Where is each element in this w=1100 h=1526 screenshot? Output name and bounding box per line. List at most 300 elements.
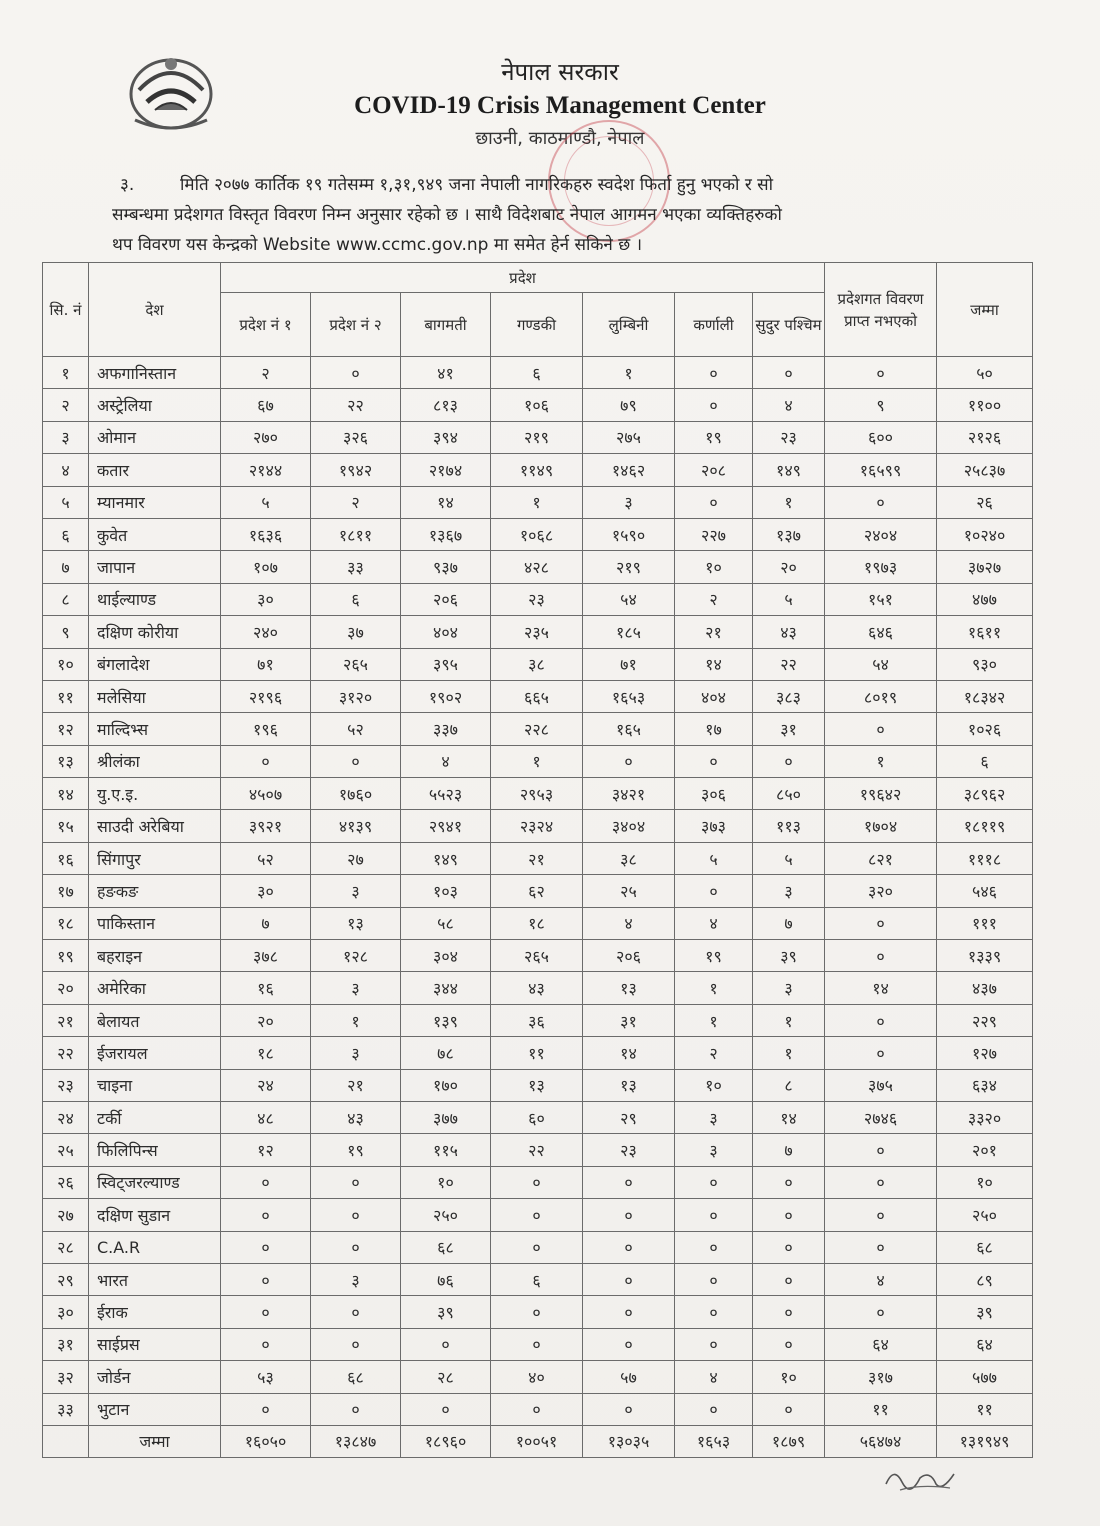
cell-country: श्रीलंका — [89, 745, 221, 777]
cell-not-received: ० — [825, 357, 937, 389]
cell-karnali: २१ — [675, 616, 753, 648]
cell-total: ६ — [937, 745, 1033, 777]
cell-bagmati: ६८ — [401, 1231, 491, 1263]
cell-country: अफगानिस्तान — [89, 357, 221, 389]
cell-province-1: २० — [221, 1004, 311, 1036]
cell-bagmati: २५० — [401, 1199, 491, 1231]
cell-karnali: ० — [675, 1199, 753, 1231]
table-row — [43, 518, 1033, 550]
cell-province-1: ३० — [221, 875, 311, 907]
cell-province-2: ० — [311, 745, 401, 777]
table-row — [43, 1328, 1033, 1360]
cell-bagmati: ४०४ — [401, 616, 491, 648]
cell-gandaki: १०६८ — [491, 518, 583, 550]
cell-total: ६८ — [937, 1231, 1033, 1263]
table-row — [43, 972, 1033, 1004]
cell-bagmati: ११५ — [401, 1134, 491, 1166]
cell-karnali: ३ — [675, 1134, 753, 1166]
cell-lumbini: १५९० — [583, 518, 675, 550]
cell-total: १३३९ — [937, 940, 1033, 972]
cell-sudurpashchim: १३७ — [753, 518, 825, 550]
table-row — [43, 1037, 1033, 1069]
cell-province-1: ० — [221, 1263, 311, 1295]
cell-karnali: १ — [675, 972, 753, 1004]
cell-sn: १३ — [43, 745, 89, 777]
cell-total: २६ — [937, 486, 1033, 518]
cell-sn: १८ — [43, 907, 89, 939]
cell-province-2: ४१३९ — [311, 810, 401, 842]
cell-province-2: २२ — [311, 389, 401, 421]
cell-total: २५८३७ — [937, 454, 1033, 486]
cell-bagmati: १७० — [401, 1069, 491, 1101]
cell-gandaki: २६५ — [491, 940, 583, 972]
total-cell-gandaki: १००५१ — [491, 1425, 583, 1457]
cell-gandaki: ६ — [491, 1263, 583, 1295]
cell-total: २०१ — [937, 1134, 1033, 1166]
cell-lumbini: १३ — [583, 1069, 675, 1101]
cell-not-received: ९ — [825, 389, 937, 421]
cell-not-received: ० — [825, 1004, 937, 1036]
cell-gandaki: ११४९ — [491, 454, 583, 486]
header-sn: सि. नं — [43, 263, 89, 357]
cell-sn: २४ — [43, 1101, 89, 1133]
total-cell-province-2: १३८४७ — [311, 1425, 401, 1457]
cell-total: १११ — [937, 907, 1033, 939]
cell-lumbini: ० — [583, 1393, 675, 1425]
cell-province-2: ३ — [311, 1037, 401, 1069]
cell-province-1: १८ — [221, 1037, 311, 1069]
cell-karnali: ० — [675, 1231, 753, 1263]
cell-bagmati: १०३ — [401, 875, 491, 907]
cell-not-received: ८०१९ — [825, 680, 937, 712]
cell-sn: २६ — [43, 1166, 89, 1198]
cell-karnali: ० — [675, 1393, 753, 1425]
cell-province-2: ६८ — [311, 1361, 401, 1393]
cell-lumbini: ० — [583, 1296, 675, 1328]
cell-total: ३८९६२ — [937, 778, 1033, 810]
table-row — [43, 389, 1033, 421]
cell-province-2: १ — [311, 1004, 401, 1036]
cell-province-2: २ — [311, 486, 401, 518]
total-cell-total: १३१९४९ — [937, 1425, 1033, 1457]
cell-province-1: २१९६ — [221, 680, 311, 712]
cell-sudurpashchim: ० — [753, 745, 825, 777]
cell-lumbini: ३८ — [583, 842, 675, 874]
cell-country: माल्दिभ्स — [89, 713, 221, 745]
cell-sudurpashchim: ० — [753, 357, 825, 389]
cell-bagmati: २९४१ — [401, 810, 491, 842]
table-row — [43, 842, 1033, 874]
cell-lumbini: ७९ — [583, 389, 675, 421]
cell-province-1: २१४४ — [221, 454, 311, 486]
cell-country: साईप्रस — [89, 1328, 221, 1360]
cell-total: ८९ — [937, 1263, 1033, 1295]
cell-sn: १२ — [43, 713, 89, 745]
cell-karnali: ० — [675, 1296, 753, 1328]
header-province-2: प्रदेश नं २ — [311, 293, 401, 357]
cell-sudurpashchim: २२ — [753, 648, 825, 680]
cell-country: जोर्डन — [89, 1361, 221, 1393]
returnees-table — [42, 262, 1033, 1458]
header-not-received: प्रदेशगत विवरण प्राप्त नभएको — [825, 263, 937, 357]
cell-province-2: ३१२० — [311, 680, 401, 712]
cell-country: जापान — [89, 551, 221, 583]
cell-bagmati: २८ — [401, 1361, 491, 1393]
cell-province-2: ३ — [311, 1263, 401, 1295]
cell-country: बेलायत — [89, 1004, 221, 1036]
cell-sudurpashchim: ० — [753, 1199, 825, 1231]
cell-sn: १ — [43, 357, 89, 389]
cell-total: ५७७ — [937, 1361, 1033, 1393]
cell-gandaki: १ — [491, 486, 583, 518]
table-row — [43, 1263, 1033, 1295]
cell-province-1: ७ — [221, 907, 311, 939]
cell-not-received: ० — [825, 713, 937, 745]
cell-gandaki: ६ — [491, 357, 583, 389]
cell-total: १६११ — [937, 616, 1033, 648]
table-row — [43, 1199, 1033, 1231]
cell-bagmati: ७६ — [401, 1263, 491, 1295]
cell-gandaki: ६० — [491, 1101, 583, 1133]
cell-country: ईराक — [89, 1296, 221, 1328]
cell-not-received: ३७५ — [825, 1069, 937, 1101]
total-label: जम्मा — [89, 1425, 221, 1457]
cell-not-received: ० — [825, 907, 937, 939]
notice-text-1: मिति २०७७ कार्तिक १९ गतेसम्म १,३१,९४९ जना नेपाली नागरिकहरु स्वदेश फिर्ता हुनु भएको र सो — [180, 175, 774, 195]
cell-sn: २९ — [43, 1263, 89, 1295]
cell-karnali: १७ — [675, 713, 753, 745]
cell-province-2: १९४२ — [311, 454, 401, 486]
cell-gandaki: २३ — [491, 583, 583, 615]
cell-lumbini: २१९ — [583, 551, 675, 583]
cell-karnali: ० — [675, 1166, 753, 1198]
cell-gandaki: ० — [491, 1296, 583, 1328]
cell-bagmati: ३७७ — [401, 1101, 491, 1133]
cell-lumbini: २७५ — [583, 421, 675, 453]
cell-lumbini: ५४ — [583, 583, 675, 615]
cell-sn: ३३ — [43, 1393, 89, 1425]
cell-gandaki: १ — [491, 745, 583, 777]
cell-province-1: ० — [221, 745, 311, 777]
cell-bagmati: ३४४ — [401, 972, 491, 1004]
cell-karnali: १९ — [675, 940, 753, 972]
cell-sn: ३२ — [43, 1361, 89, 1393]
signature — [880, 1462, 960, 1496]
cell-lumbini: २०६ — [583, 940, 675, 972]
cell-province-1: ० — [221, 1393, 311, 1425]
cell-province-2: २७ — [311, 842, 401, 874]
cell-country: ओमान — [89, 421, 221, 453]
cell-province-1: २४ — [221, 1069, 311, 1101]
table-row — [43, 810, 1033, 842]
cell-total: १०२४० — [937, 518, 1033, 550]
cell-gandaki: ४२८ — [491, 551, 583, 583]
cell-lumbini: १४६२ — [583, 454, 675, 486]
cell-province-1: ५२ — [221, 842, 311, 874]
cell-province-2: १७६० — [311, 778, 401, 810]
cell-province-1: ३७८ — [221, 940, 311, 972]
cell-sudurpashchim: ० — [753, 1263, 825, 1295]
cell-sn: ६ — [43, 518, 89, 550]
cell-province-2: १२८ — [311, 940, 401, 972]
cell-not-received: ० — [825, 1296, 937, 1328]
cell-sn: १५ — [43, 810, 89, 842]
cell-bagmati: ५८ — [401, 907, 491, 939]
cell-sudurpashchim: ३ — [753, 875, 825, 907]
cell-total: ३९ — [937, 1296, 1033, 1328]
total-cell-lumbini: १३०३५ — [583, 1425, 675, 1457]
cell-not-received: ० — [825, 1037, 937, 1069]
cell-lumbini: ३४०४ — [583, 810, 675, 842]
cell-bagmati: ० — [401, 1328, 491, 1360]
cell-province-2: ३ — [311, 972, 401, 1004]
cell-sudurpashchim: ० — [753, 1166, 825, 1198]
cell-total: ११०० — [937, 389, 1033, 421]
cell-not-received: २७४६ — [825, 1101, 937, 1133]
cell-karnali: ३७३ — [675, 810, 753, 842]
cell-bagmati: ० — [401, 1393, 491, 1425]
cell-province-1: ० — [221, 1199, 311, 1231]
cell-country: दक्षिण कोरीया — [89, 616, 221, 648]
cell-gandaki: ३८ — [491, 648, 583, 680]
cell-karnali: ४०४ — [675, 680, 753, 712]
cell-sudurpashchim: ० — [753, 1231, 825, 1263]
cell-province-1: ३९२१ — [221, 810, 311, 842]
table-row — [43, 875, 1033, 907]
cell-lumbini: ३१ — [583, 1004, 675, 1036]
cell-not-received: ० — [825, 940, 937, 972]
cell-bagmati: ३३७ — [401, 713, 491, 745]
cell-country: थाईल्याण्ड — [89, 583, 221, 615]
cell-karnali: ४ — [675, 1361, 753, 1393]
cell-bagmati: ५५२३ — [401, 778, 491, 810]
cell-province-2: ० — [311, 1393, 401, 1425]
cell-gandaki: ० — [491, 1199, 583, 1231]
cell-gandaki: ० — [491, 1393, 583, 1425]
cell-total: २५० — [937, 1199, 1033, 1231]
cell-gandaki: १०६ — [491, 389, 583, 421]
cell-sn: १० — [43, 648, 89, 680]
cell-province-1: ४८ — [221, 1101, 311, 1133]
table-row — [43, 616, 1033, 648]
cell-lumbini: १३ — [583, 972, 675, 1004]
cell-country: फिलिपिन्स — [89, 1134, 221, 1166]
table-row — [43, 1069, 1033, 1101]
cell-province-2: ३ — [311, 875, 401, 907]
cell-province-2: ० — [311, 1328, 401, 1360]
cell-lumbini: ३ — [583, 486, 675, 518]
cell-sudurpashchim: ७ — [753, 907, 825, 939]
cell-sn: ७ — [43, 551, 89, 583]
cell-sudurpashchim: ५ — [753, 583, 825, 615]
header-sudurpashchim: सुदुर पश्चिम — [753, 293, 825, 357]
cell-total: १११८ — [937, 842, 1033, 874]
cell-lumbini: १८५ — [583, 616, 675, 648]
table-row — [43, 421, 1033, 453]
cell-province-1: १६ — [221, 972, 311, 1004]
cell-province-1: ० — [221, 1231, 311, 1263]
cell-sudurpashchim: १४ — [753, 1101, 825, 1133]
total-cell-bagmati: १८९६० — [401, 1425, 491, 1457]
table-row — [43, 1361, 1033, 1393]
cell-province-1: ५ — [221, 486, 311, 518]
cell-province-1: ७१ — [221, 648, 311, 680]
cell-country: टर्की — [89, 1101, 221, 1133]
cell-not-received: ० — [825, 1199, 937, 1231]
table-row — [43, 907, 1033, 939]
cell-bagmati: ४१ — [401, 357, 491, 389]
cell-sn: ८ — [43, 583, 89, 615]
cell-total: १८३४२ — [937, 680, 1033, 712]
cell-country: यु.ए.इ. — [89, 778, 221, 810]
cell-not-received: १९६४२ — [825, 778, 937, 810]
cell-sudurpashchim: ४ — [753, 389, 825, 421]
cell-province-2: ६ — [311, 583, 401, 615]
cell-lumbini: १६५३ — [583, 680, 675, 712]
cell-total: १०२६ — [937, 713, 1033, 745]
total-cell-province-1: १६०५० — [221, 1425, 311, 1457]
cell-country: भुटान — [89, 1393, 221, 1425]
cell-sn: २८ — [43, 1231, 89, 1263]
cell-lumbini: १ — [583, 357, 675, 389]
cell-karnali: २ — [675, 583, 753, 615]
total-cell-not-received: ५६४७४ — [825, 1425, 937, 1457]
cell-province-1: ४५०७ — [221, 778, 311, 810]
cell-total: २१२६ — [937, 421, 1033, 453]
table-row — [43, 1166, 1033, 1198]
cell-total: ५४६ — [937, 875, 1033, 907]
cell-karnali: ० — [675, 1328, 753, 1360]
cell-sn: ३ — [43, 421, 89, 453]
cell-sn: २ — [43, 389, 89, 421]
cell-bagmati: ३९५ — [401, 648, 491, 680]
cell-sudurpashchim: ११३ — [753, 810, 825, 842]
cell-lumbini: २९ — [583, 1101, 675, 1133]
cell-gandaki: ० — [491, 1231, 583, 1263]
cell-country: बंगलादेश — [89, 648, 221, 680]
cell-total: ६३४ — [937, 1069, 1033, 1101]
cell-bagmati: १० — [401, 1166, 491, 1198]
cell-province-2: १८११ — [311, 518, 401, 550]
cell-total: ११ — [937, 1393, 1033, 1425]
table-row — [43, 940, 1033, 972]
cell-province-2: १९ — [311, 1134, 401, 1166]
cell-province-2: १३ — [311, 907, 401, 939]
cell-not-received: ८२१ — [825, 842, 937, 874]
table-row — [43, 1134, 1033, 1166]
cell-lumbini: ३४२१ — [583, 778, 675, 810]
cell-not-received: ० — [825, 1231, 937, 1263]
table-row — [43, 1101, 1033, 1133]
cell-province-2: ० — [311, 1231, 401, 1263]
cell-country: मलेसिया — [89, 680, 221, 712]
cell-sudurpashchim: ३८३ — [753, 680, 825, 712]
cell-sudurpashchim: २३ — [753, 421, 825, 453]
cell-lumbini: १४ — [583, 1037, 675, 1069]
cell-gandaki: ० — [491, 1328, 583, 1360]
cell-sn: ११ — [43, 680, 89, 712]
cell-province-1: २७० — [221, 421, 311, 453]
cell-not-received: ६४ — [825, 1328, 937, 1360]
table-row — [43, 454, 1033, 486]
cell-not-received: ६०० — [825, 421, 937, 453]
cell-gandaki: १३ — [491, 1069, 583, 1101]
cell-province-2: ० — [311, 1199, 401, 1231]
cell-sudurpashchim: ३ — [753, 972, 825, 1004]
cell-sudurpashchim: २० — [753, 551, 825, 583]
cell-total: ३३२० — [937, 1101, 1033, 1133]
cell-gandaki: ४० — [491, 1361, 583, 1393]
cell-sudurpashchim: ० — [753, 1393, 825, 1425]
cell-sudurpashchim: १ — [753, 486, 825, 518]
cell-gandaki: २१९ — [491, 421, 583, 453]
cell-sn: २० — [43, 972, 89, 1004]
cell-gandaki: २२ — [491, 1134, 583, 1166]
cell-province-2: २१ — [311, 1069, 401, 1101]
cell-karnali: १ — [675, 1004, 753, 1036]
header-gandaki: गण्डकी — [491, 293, 583, 357]
total-cell-sudurpashchim: १८७९ — [753, 1425, 825, 1457]
cell-lumbini: २५ — [583, 875, 675, 907]
cell-gandaki: ६६५ — [491, 680, 583, 712]
cell-sudurpashchim: ८ — [753, 1069, 825, 1101]
cell-sn: २७ — [43, 1199, 89, 1231]
cell-province-2: ० — [311, 1296, 401, 1328]
cell-country: अमेरिका — [89, 972, 221, 1004]
cell-total: १२७ — [937, 1037, 1033, 1069]
cell-sn: १९ — [43, 940, 89, 972]
cell-gandaki: २२८ — [491, 713, 583, 745]
cell-karnali: १४ — [675, 648, 753, 680]
cell-sn: ३० — [43, 1296, 89, 1328]
cell-karnali: ३०६ — [675, 778, 753, 810]
cell-lumbini: ० — [583, 745, 675, 777]
cell-not-received: १४ — [825, 972, 937, 1004]
cell-total: २२९ — [937, 1004, 1033, 1036]
cell-province-2: २६५ — [311, 648, 401, 680]
cell-total: ६४ — [937, 1328, 1033, 1360]
table-row — [43, 551, 1033, 583]
cell-karnali: १० — [675, 551, 753, 583]
cell-lumbini: ७१ — [583, 648, 675, 680]
cell-not-received: ४ — [825, 1263, 937, 1295]
cell-total: ४७७ — [937, 583, 1033, 615]
cell-province-1: १९६ — [221, 713, 311, 745]
cell-gandaki: ३६ — [491, 1004, 583, 1036]
cell-sn: १७ — [43, 875, 89, 907]
header-lumbini: लुम्बिनी — [583, 293, 675, 357]
header-country: देश — [89, 263, 221, 357]
table-row — [43, 778, 1033, 810]
cell-sn: १४ — [43, 778, 89, 810]
cell-country: कतार — [89, 454, 221, 486]
cell-country: बहराइन — [89, 940, 221, 972]
cell-province-2: ३३ — [311, 551, 401, 583]
cell-sn: १६ — [43, 842, 89, 874]
cell-bagmati: ९३७ — [401, 551, 491, 583]
center-address: छाउनी, काठमाण्डौ, नेपाल — [475, 128, 645, 149]
cell-country: पाकिस्तान — [89, 907, 221, 939]
cell-bagmati: ३९ — [401, 1296, 491, 1328]
cell-bagmati: ७८ — [401, 1037, 491, 1069]
cell-karnali: ० — [675, 875, 753, 907]
cell-sudurpashchim: ८५० — [753, 778, 825, 810]
cell-province-1: २ — [221, 357, 311, 389]
government-title: नेपाल सरकार — [501, 58, 619, 86]
cell-karnali: ३ — [675, 1101, 753, 1133]
cell-gandaki: २३५ — [491, 616, 583, 648]
cell-not-received: ० — [825, 1166, 937, 1198]
